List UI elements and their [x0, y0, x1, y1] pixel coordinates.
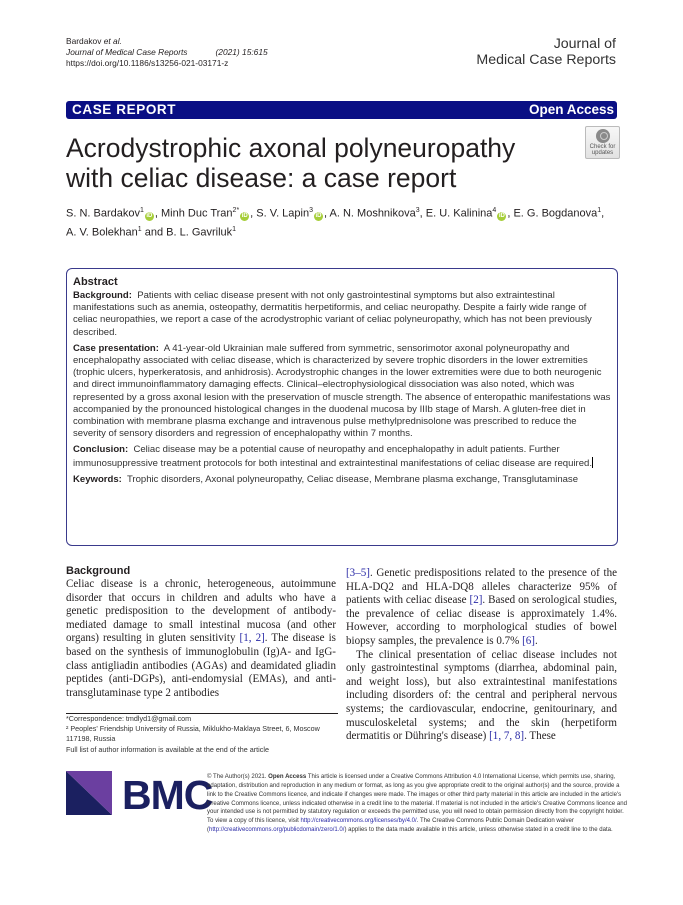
orcid-icon[interactable]: iD [241, 212, 248, 219]
abstract-background-label: Background: [73, 290, 132, 301]
abstract-background [73, 290, 611, 339]
abstract-keywords-label: Keywords: [73, 473, 122, 485]
body-text: . Genetic predispositions related to the presence of the HLA-DQ2 and HLA-DQ8 alleles characterize 95% of patients with celiac disease [346, 567, 617, 607]
author[interactable]: A. N. Moshnikova [329, 207, 416, 220]
abstract-background-text: Patients with celiac disease present with not only gastrointestinal symptoms but also extraintestinal manifestations such as anemia, osteopathy, dermatitis herpetiformis, and celiac neuropathy. Despite a fairly wide range of celiac neuropathies, we report a case of the acrodystrophic variant of celiac polyneuropathy, which has not been previously described. [73, 290, 592, 338]
body-text: . The disease is based on the synthesis of immunoglobulin (Ig)A- and IgG-class antigliadin antibodies (AGAs) and deamidated gliadin peptides (anti-DGPs), anti-endomysial (EMAs), and anti-transglutaminase type 2 antibodies [66, 632, 336, 699]
citation-link[interactable]: [6] [522, 634, 535, 647]
author[interactable]: S. N. Bardakov [66, 207, 140, 220]
abstract-box [66, 268, 618, 546]
citation-link[interactable]: [1, 7, 8] [489, 730, 525, 743]
check-updates-icon [596, 129, 610, 143]
orcid-icon[interactable]: iD [498, 212, 505, 219]
license-statement [207, 773, 627, 835]
correspondence-email[interactable]: *Correspondence: tmdlyd1@gmail.com [66, 714, 192, 723]
license-text: © The Author(s) 2021. [207, 774, 269, 780]
bmc-logo-mark [66, 771, 118, 815]
author[interactable]: E. U. Kalinina [425, 207, 493, 220]
abstract-conclusion [73, 444, 611, 469]
body-text: . Based on serological studies, the prevalence of celiac disease is approximately 1.4%. However, according to morphological studies of bowel biopsy samples, the prevalence is 0.7% [346, 594, 618, 647]
author-info-note: Full list of author information is available at the end of the article [66, 744, 269, 754]
body-text: The clinical presentation of celiac disease includes not only gastrointestinal symptoms (diarrhea, abdominal pain, and weight loss), but also extraintestinal manifestations including disorders of: the central and peripheral nervous systems; the cardiovascular, endocrine, genitourinary, and musculoskeletal systems; and the skin (herpetiform dermatitis or Dühring's disease) [346, 648, 617, 743]
open-access-label: Open Access [528, 102, 614, 117]
citation-link[interactable]: [2] [469, 594, 483, 607]
author-affiliation: 1 [597, 207, 602, 214]
abstract-case-text: A 41-year-old Ukrainian male suffered from symmetric, sensorimotor axonal polyneuropathy and encephalopathy associated with celiac disease, which is characterized by severe trophic disorders in the lower extremities (trophic ulcers, hyperkeratosis, and anhidrosis). Acrodystrophic changes in the lower extremities were due to both neurogenic and direct immunoinflammatory damaging effects. Clinical–electrophysiological dissociation was also noted, which was represented by a gross axonal lesion with the preservation of muscle strength. The absence of enteropathic manifestations was accompanied by the pronounced histological changes in the duodenal mucosa by IIIb stage of Marsh. A gluten-free diet in combination with membrane plasma exchange and intravenous pulse methylprednisolone was prescribed to reduce the severity of sensory disorders and regression of encephalopathy within 7 months. [73, 342, 611, 440]
body-text: Celiac disease is a chronic, heterogeneous, autoimmune disorder that occurs in children and adults who have a genetic predisposition to the development of antibody-mediated damage to small intestinal mucosa (and other organs) resulting in gluten sensitivity [66, 578, 336, 645]
article-type: CASE REPORT [72, 102, 177, 117]
article-type-banner [66, 101, 617, 119]
abstract-keywords [73, 474, 611, 486]
journal-logo-line2: Medical Case Reports [476, 52, 616, 68]
author-affiliation: 1 [232, 226, 237, 234]
author-separator: , [250, 207, 257, 220]
doi-link[interactable]: https://doi.org/10.1186/s13256-021-03171-z [66, 58, 229, 68]
author-separator: , [507, 207, 514, 220]
body-column-left [66, 565, 336, 700]
check-updates-line2: updates [591, 150, 614, 156]
author[interactable]: S. V. Lapin [256, 207, 310, 220]
citation: (2021) 15:615 [215, 47, 268, 57]
affiliation: ² Peoples' Friendship University of Russia, Miklukho-Maklaya Street, 6, Moscow 117198, Russia [66, 724, 320, 744]
abstract-conclusion-label: Conclusion: [73, 444, 129, 456]
orcid-icon[interactable]: iD [315, 212, 322, 219]
abstract-case [73, 343, 611, 441]
author-separator: , [419, 207, 426, 220]
article-title [66, 133, 576, 193]
author-short: Bardakov [66, 36, 102, 46]
license-text: . The Creative Commons Public Domain Dedication waiver ( [207, 818, 574, 834]
author-affiliation: 2* [232, 207, 240, 214]
title-line2: with celiac disease: a case report [66, 163, 457, 193]
check-updates-line1: Check for [589, 144, 616, 150]
author[interactable]: E. G. Bogdanova [513, 207, 598, 220]
author-affiliation: 1 [137, 226, 142, 234]
author[interactable]: Minh Duc Tran [161, 207, 233, 220]
citation-link[interactable]: [3–5] [346, 567, 370, 579]
author-affiliation: 3 [415, 207, 420, 214]
abstract-case-label: Case presentation: [73, 342, 159, 354]
journal-logo-line1: Journal of [553, 36, 616, 52]
et-al: et al. [103, 36, 122, 46]
license-open-access: Open Access [268, 774, 307, 780]
orcid-icon[interactable]: iD [146, 212, 153, 219]
author-separator: and [141, 226, 167, 239]
citation-link[interactable]: [1, 2] [239, 632, 265, 645]
article-header-meta [66, 36, 268, 69]
title-line1: Acrodystrophic axonal polyneuropathy [66, 133, 516, 163]
body-paragraph-1-cont [346, 567, 617, 649]
section-heading-background: Background [66, 565, 131, 577]
journal-name: Journal of Medical Case Reports [66, 47, 188, 57]
text-cursor [592, 457, 593, 468]
author-affiliation: 4 [492, 207, 497, 214]
body-column-right [346, 567, 617, 744]
check-for-updates-button[interactable] [585, 126, 620, 159]
footnote [66, 714, 346, 755]
author[interactable]: A. V. Bolekhan [66, 226, 138, 239]
license-link-cc0[interactable]: http://creativecommons.org/publicdomain/zero/1.0/ [209, 827, 345, 834]
author-affiliation: 3 [309, 207, 314, 214]
body-text: . These [524, 730, 556, 743]
author-separator: , [324, 207, 330, 220]
abstract-conclusion-text: Celiac disease may be a potential cause of neuropathy and encephalopathy in adult patients. Further immunosuppressive treatment protocols for both intestinal and extraintestinal manifestations of celiac disease are required. [73, 444, 592, 469]
author-separator: , [601, 207, 605, 220]
body-text: . [534, 634, 538, 647]
author-separator: , [154, 207, 162, 220]
license-text: This article is licensed under a Creative Commons Attribution 4.0 International License, which permits use, sharing, adaptation, distribution and reproduction in any medium or format, as long as you give appropriate credit to the original author(s) and the source, provide a link to the Creative Commons licence, and indicate if changes were made. The images or other third party material in this article are included in the article's Creative Commons licence, unless indicated otherwise in a credit line to the material. If material is not included in the article's Creative Commons licence and your intended use is not permitted by statutory regulation or exceeds the permitted use, you will need to obtain permission directly from the copyright holder. To view a copy of this licence, visit [207, 774, 627, 825]
license-link-cc-by[interactable]: http://creativecommons.org/licenses/by/4.0/ [300, 818, 417, 825]
author[interactable]: B. L. Gavriluk [166, 226, 233, 239]
license-text: ) applies to the data made available in this article, unless otherwise stated in a credit line to the data. [344, 827, 613, 834]
author-affiliation: 1 [139, 207, 144, 214]
author-list [66, 203, 626, 241]
body-paragraph-2 [346, 649, 617, 744]
body-paragraph-1-start [66, 578, 336, 700]
bmc-logo-text: BMC [122, 772, 213, 818]
abstract-heading: Abstract [73, 276, 118, 288]
journal-logo [476, 36, 616, 68]
abstract-keywords-text: Trophic disorders, Axonal polyneuropathy, Celiac disease, Membrane plasma exchange, Transglutaminase [126, 473, 579, 485]
